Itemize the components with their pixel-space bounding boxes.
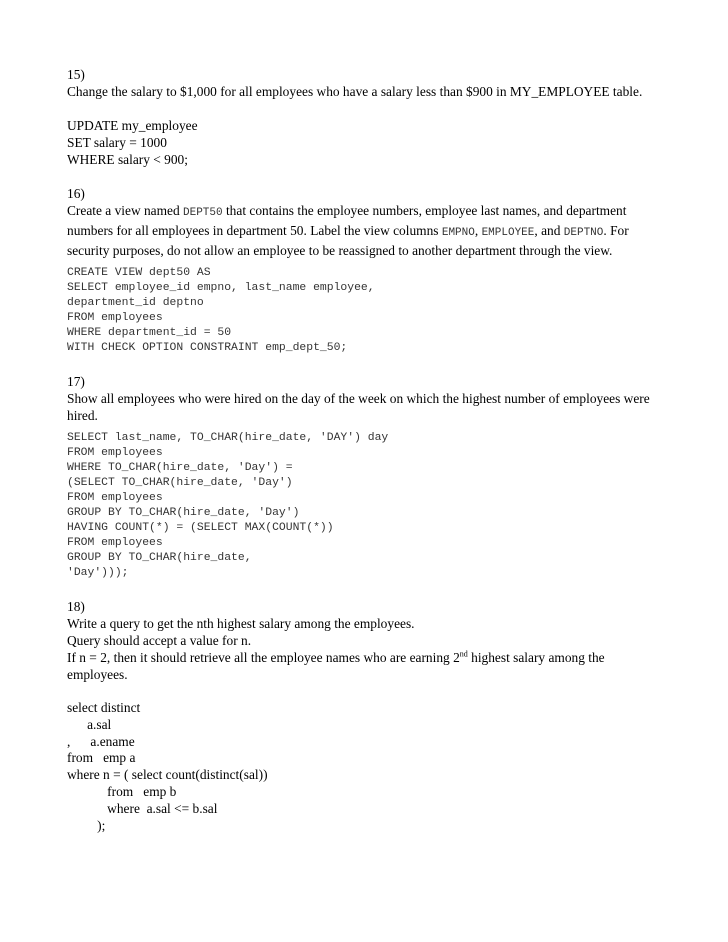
code-16-line-6: WITH CHECK OPTION CONSTRAINT emp_dept_50; [67,342,348,354]
question-16-part-2: that contains the employee numbers, employee last names, and department numbers for all employees in department 50. Label the view columns [67,203,627,238]
view-name-inline-code: DEPT50 [183,207,223,219]
question-18-line-3-a: If n = 2, then it should retrieve all the employee names who are earning 2 [67,650,460,665]
question-18-line-1: Write a query to get the nth highest salary among the employees. [67,616,415,631]
answer-18-line-5: where n = ( select count(distinct(sal)) [67,767,268,783]
question-17-text: Show all employees who were hired on the day of the week on which the highest number of employees were hired. [67,391,650,423]
answer-18-line-3: , a.ename [67,733,135,749]
separator-1: , [474,223,482,238]
code-16-line-3: department_id deptno [67,297,204,309]
question-number-18: 18) [67,599,85,614]
column-employee-inline-code: EMPLOYEE [481,227,535,239]
code-16-line-1: CREATE VIEW dept50 AS [67,267,211,279]
question-16-part-1: Create a view named [67,203,183,218]
answer-15-line-1: UPDATE my_employee [67,118,198,133]
answer-18-line-1: select distinct [67,700,141,715]
answer-15-line-3: WHERE salary < 900; [67,152,188,167]
answer-18-line-6: from emp b [67,783,177,799]
code-16-line-5: WHERE department_id = 50 [67,327,232,339]
code-16-line-2: SELECT employee_id empno, last_name employee, [67,282,375,294]
column-empno-inline-code: EMPNO [441,227,475,239]
question-18-line-3 [67,649,667,683]
ordinal-superscript: nd [459,649,468,659]
code-17-line-4: (SELECT TO_CHAR(hire_date, 'Day') [67,477,293,489]
answer-18-line-7: where a.sal <= b.sal [67,800,218,816]
column-deptno-inline-code: DEPTNO [563,227,604,239]
answer-18-line-8: ); [67,817,106,833]
question-15-text: Change the salary to $1,000 for all employees who have a salary less than $900 in MY_EMPLOYEE table. [67,84,643,99]
code-17-line-3: WHERE TO_CHAR(hire_date, 'Day') = [67,462,293,474]
question-16-text [67,202,667,259]
code-17-line-7: HAVING COUNT(*) = (SELECT MAX(COUNT(*)) [67,522,334,534]
code-17-line-5: FROM employees [67,492,163,504]
code-17-line-2: FROM employees [67,447,163,459]
code-17-line-10: 'Day'))); [67,567,129,579]
question-number-15: 15) [67,67,85,82]
answer-15-line-2: SET salary = 1000 [67,135,167,150]
question-18-line-2: Query should accept a value for n. [67,633,252,648]
code-17-line-8: FROM employees [67,537,163,549]
question-number-17: 17) [67,374,85,389]
code-17-line-1: SELECT last_name, TO_CHAR(hire_date, 'DAY') day [67,432,389,444]
question-16-part-3: . For security purposes, do not allow an employee to be reassigned to another department through the view. [67,223,629,258]
document-body [67,66,667,834]
code-17-line-6: GROUP BY TO_CHAR(hire_date, 'Day') [67,507,300,519]
separator-2: , and [534,223,564,238]
code-16-line-4: FROM employees [67,312,163,324]
question-number-16: 16) [67,186,85,201]
code-17-line-9: GROUP BY TO_CHAR(hire_date, [67,552,252,564]
answer-18-line-2: a.sal [67,716,112,732]
question-18-line-3-b: highest salary among the employees. [67,650,605,682]
answer-18-line-4: from emp a [67,750,136,766]
